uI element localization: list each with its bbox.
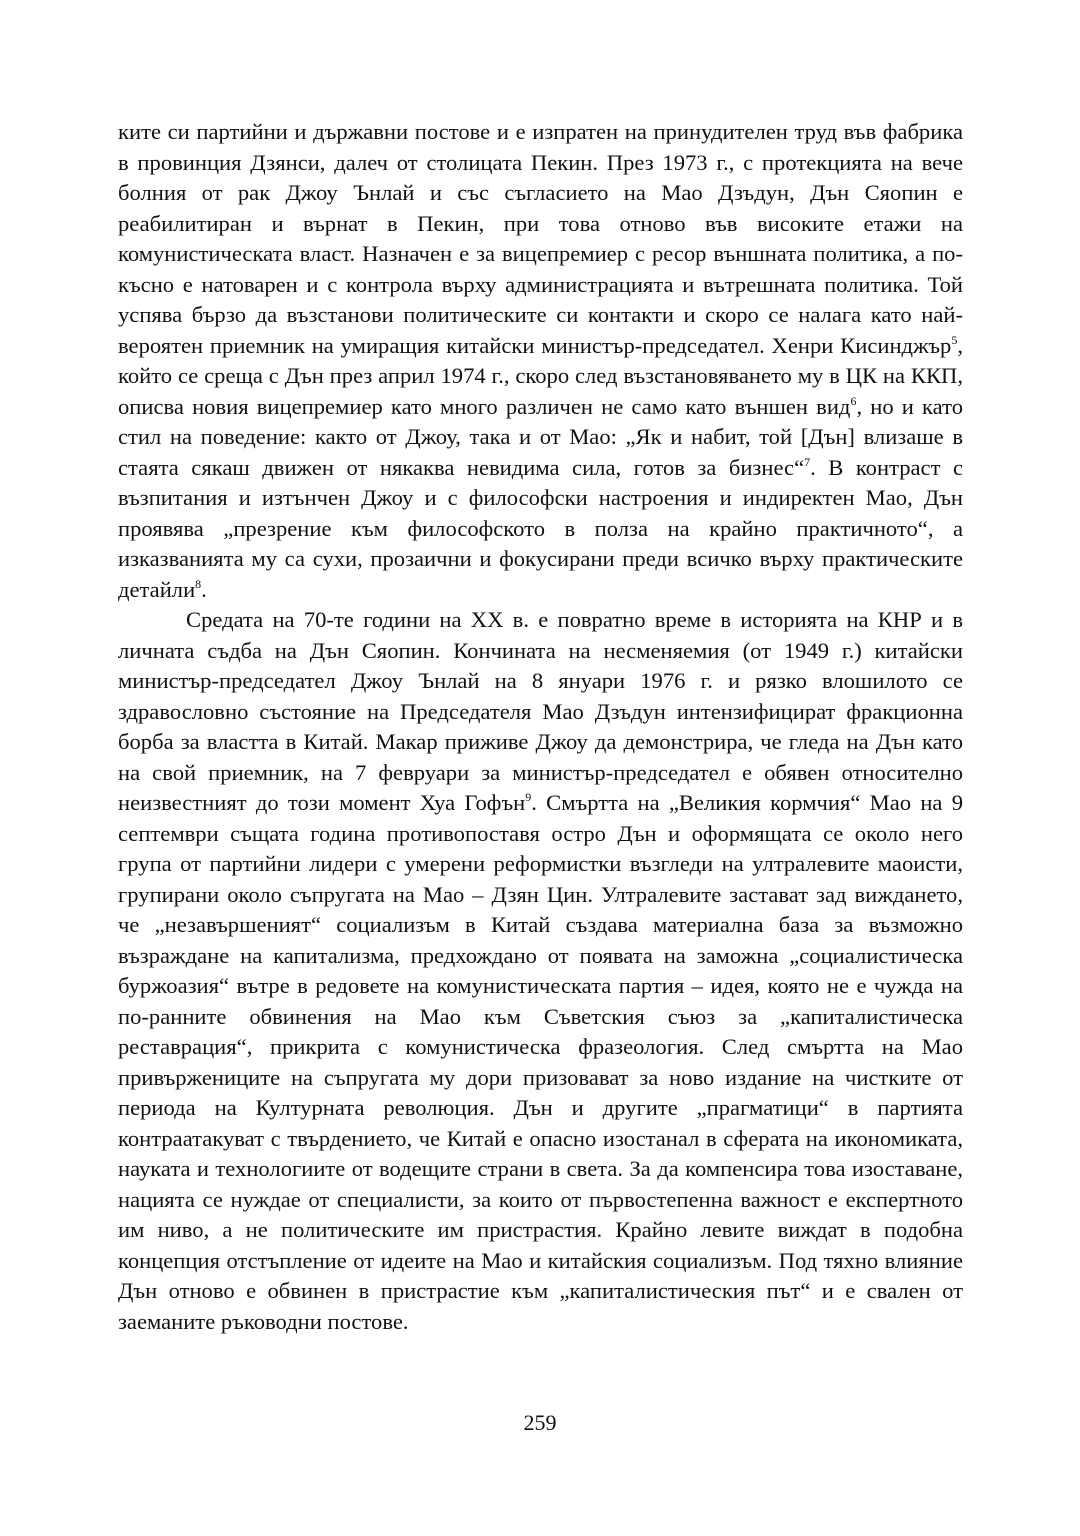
- body-text: [118, 117, 963, 1337]
- paragraph-1-text-5: .: [201, 576, 207, 602]
- footnote-ref-6[interactable]: 6: [850, 393, 857, 408]
- paragraph-2-text-1: Средата на 70-те години на XX в. е повратно време в историята на КНР и в личната съдба на Дън Сяопин. Кончината на несменяемия (от 1949 г.) китайски министър-председател Джоу Ънлай на 8 януари 1976 г. и рязко влошилото се здравословно състояние на Председателя Мао Дзъдун интензифицират фракционна борба за властта в Китай. Макар приживе Джоу да демонстрира, че гледа на Дън като на свой приемник, на 7 февруари за министър-председател е обявен относително неизвестният до този момент Хуа Гофън: [118, 607, 963, 815]
- paragraph-1-text-3: , но и като стил на поведение: както от Джоу, така и от Мао: „Як и набит, той [Дън] влизаше в стаята сякаш движен от някаква невидима сила, готов за бизнес“: [118, 393, 963, 480]
- paragraph-1: [118, 117, 963, 605]
- paragraph-1-text-1: ките си партийни и държавни постове и е изпратен на принудителен труд във фабрика в провинция Дзянси, далеч от столицата Пекин. През 1973 г., с протекцията на вече болния от рак Джоу Ънлай и със съгласието на Мао Дзъдун, Дън Сяопин е реабилитиран и върнат в Пекин, при това отново във високите етажи на комунистическата власт. Назначен е за вицепремиер с ресор външната политика, а по-късно е натоварен и с контрола върху администрацията и вътрешната политика. Той успява бързо да възстанови политическите си контакти и скоро се налага като най-вероятен приемник на умиращия китайски министър-председател. Хенри Кисинджър: [118, 119, 963, 358]
- footnote-ref-9[interactable]: 9: [525, 790, 532, 804]
- paragraph-2-text-2: . Смъртта на „Великия кормчия“ Мао на 9 септември същата година противопоставя остро Дън и оформящата се около него група от партийни лидери с умерени реформистки възгледи на ултралевите маоисти, групирани около съпругата на Мао – Дзян Цин. Ултралевите застават зад виждането, че „незавършеният“ социализъм в Китай създава материална база за възможно възраждане на капитализма, предхождано от появата на заможна „социалистическа буржоазия“ вътре в редовете на комунистическата партия – идея, която не е чужда на по-ранните обвинения на Мао към Съветския съюз за „капиталистическа реставрация“, прикрита с комунистическа фразеология. След смъртта на Мао привържениците на съпругата му дори призовават за ново издание на чистките от периода на Културната революция. Дън и другите „прагматици“ в партията контраатакуват с твърдението, че Китай е опасно изостанал в сферата на икономиката, науката и технологиите от водещите страни в света. За да компенсира това изоставане, нацията се нуждае от специалисти, за които от първостепенна важност е експертното им ниво, а не политическите им пристрастия. Крайно левите виждат в подобна концепция отстъпление от идеите на Мао и китайския социализъм. Под тяхно влияние Дън отново е обвинен в пристрастие към „капиталистическия път“ и е свален от заеманите ръководни постове.: [118, 790, 963, 1334]
- footnote-ref-8[interactable]: 8: [195, 576, 202, 591]
- paragraph-1-text-2: , който се среща с Дън през април 1974 г., скоро след възстановяването му в ЦК на ККП, описва новия вицепремиер като много различен не само като външен вид: [118, 332, 963, 419]
- paragraph-1-text-4: . В контраст с възпитания и изтънчен Джоу и с философски настроения и индиректен Мао, Дън проявява „презрение към философското в полза на крайно практичното“, а изказванията му са сухи, прозаични и фокусирани преди всичко върху практическите детайли: [118, 454, 963, 602]
- paragraph-2: [118, 605, 963, 1337]
- footnote-ref-5[interactable]: 5: [951, 332, 958, 347]
- footnote-ref-7[interactable]: 7: [804, 454, 811, 469]
- page-number: 259: [523, 1410, 557, 1435]
